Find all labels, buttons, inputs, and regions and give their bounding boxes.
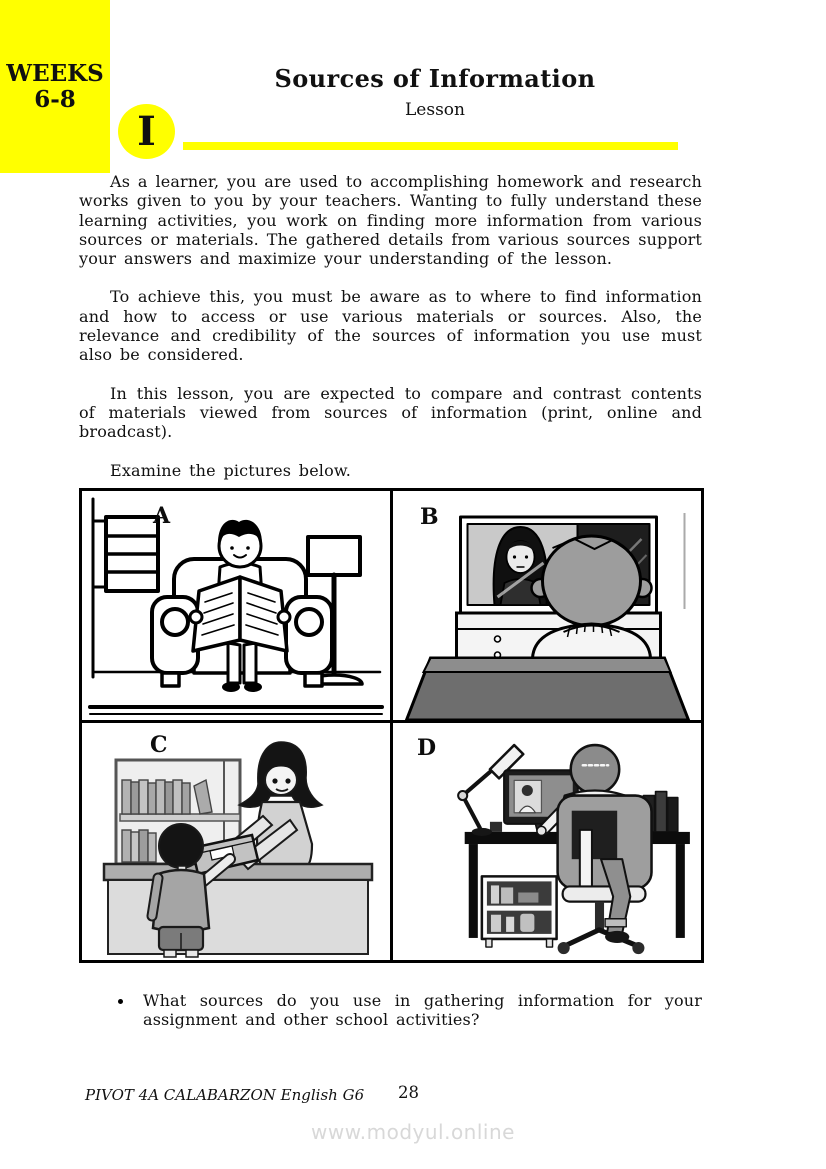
lesson-subtitle: Lesson [405, 100, 465, 120]
weeks-label-line1: WEEKS [6, 59, 104, 87]
library-book-borrowing-illustration [82, 723, 390, 960]
paragraph-4: Examine the pictures below. [110, 460, 352, 480]
picture-cell-b [393, 491, 701, 723]
lesson-marker-badge [118, 104, 175, 159]
picture-cell-c [82, 723, 393, 960]
bullet-icon [118, 999, 123, 1004]
footer-source: PIVOT 4A CALABARZON English G6 [85, 1086, 365, 1104]
watching-tv-news-illustration [393, 491, 701, 720]
picture-cell-d [393, 723, 701, 960]
picture-label-d: D [417, 735, 437, 761]
bullet-question-row [118, 991, 702, 1030]
lesson-marker-letter: I [137, 108, 156, 155]
lesson-introduction [79, 172, 702, 499]
picture-grid [79, 488, 704, 963]
computer-desk-video-illustration [393, 723, 701, 960]
reading-newspaper-illustration [82, 491, 390, 720]
page-title: Sources of Information [274, 64, 596, 93]
watermark: www.modyul.online [311, 1120, 515, 1144]
weeks-label-line2: 6-8 [34, 85, 76, 113]
paragraph-2: To achieve this, you must be aware as to where to find information and how to access or use various materials or sources. Also, the relevance and credibility of the sources of information you use must also be considered. [79, 287, 702, 365]
picture-label-b: B [420, 504, 439, 530]
header [150, 64, 720, 120]
picture-label-c: C [150, 732, 168, 758]
accent-rule [183, 142, 678, 150]
page-number: 28 [398, 1083, 419, 1102]
weeks-badge [0, 0, 110, 173]
paragraph-3: In this lesson, you are expected to compare and contrast contents of materials viewed from sources of information (print, online and broadcast). [79, 383, 702, 442]
paragraph-1: As a learner, you are used to accomplishing homework and research works given to you by your teachers. Wanting to fully understand these learning activities, you work on finding more information from various sources or materials. The gathered details from various sources support your answers and maximize your understanding of the lesson. [79, 172, 702, 269]
bullet-question: What sources do you use in gathering information for your assignment and other school activities? [143, 991, 702, 1030]
picture-label-a: A [153, 503, 171, 529]
picture-cell-a [82, 491, 393, 723]
